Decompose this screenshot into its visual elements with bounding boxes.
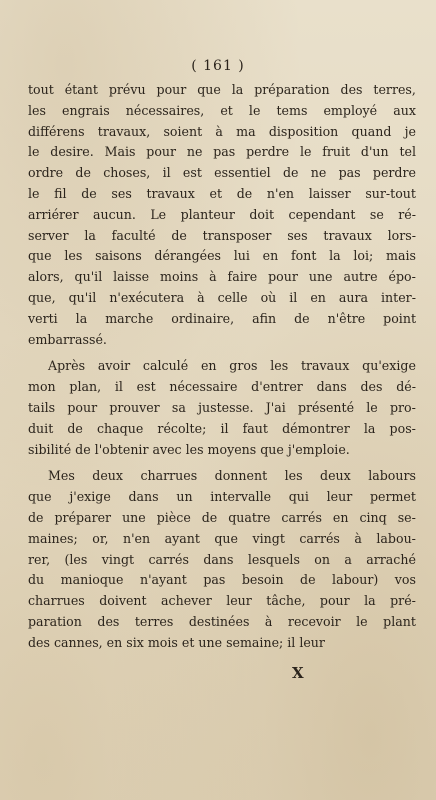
word: la <box>329 248 341 264</box>
text-line <box>28 398 416 419</box>
word: les <box>64 248 83 264</box>
word: se- <box>397 509 416 525</box>
paragraph <box>28 356 416 460</box>
word: dérangées <box>154 248 222 264</box>
word: n'exécutera <box>109 289 185 305</box>
word: mais <box>386 248 416 264</box>
word: les <box>284 468 303 484</box>
text-line <box>28 163 416 184</box>
word: marche <box>105 310 154 326</box>
word: à <box>197 289 205 305</box>
word: nécessaires, <box>125 102 205 118</box>
word: différens <box>28 123 85 139</box>
text-line <box>28 466 416 487</box>
word: travaux <box>323 227 372 243</box>
word: la <box>75 310 88 326</box>
word: à <box>209 269 217 285</box>
word: de <box>28 509 44 525</box>
word: alors, <box>28 269 64 285</box>
word: tâche, <box>266 593 306 609</box>
word: laisser <box>308 185 351 201</box>
word: engrais <box>62 102 110 118</box>
word: en <box>262 248 279 264</box>
word: démontrer <box>282 420 350 436</box>
word: une <box>122 509 146 525</box>
word: pas <box>213 144 236 160</box>
word: en <box>200 358 217 374</box>
word: or, <box>92 530 109 546</box>
word: ordre <box>28 165 64 181</box>
signature-mark: X <box>292 664 304 682</box>
text-line <box>28 122 416 143</box>
word: que, <box>28 289 56 305</box>
word: disposition <box>268 123 339 139</box>
word: Le <box>150 206 167 222</box>
word: à <box>264 613 273 629</box>
word: dans <box>203 551 234 567</box>
word: achever <box>161 593 212 609</box>
word: dans <box>316 379 347 395</box>
word: Après <box>48 358 86 374</box>
word: avoir <box>97 358 131 374</box>
word: le <box>28 185 40 201</box>
word: chaque <box>97 420 144 436</box>
word: aura <box>338 289 369 305</box>
word: rer, <box>28 551 51 567</box>
text-line <box>28 309 416 330</box>
word: que <box>28 248 52 264</box>
word: la <box>84 227 96 243</box>
word: dans <box>128 489 159 505</box>
word: ne <box>186 144 203 160</box>
word: soient <box>163 123 203 139</box>
word: la <box>364 593 376 609</box>
word: besoin <box>241 572 284 588</box>
word: pas <box>203 572 226 588</box>
word: j'exige <box>69 489 111 505</box>
word: des <box>360 379 383 395</box>
word: fruit <box>322 144 351 160</box>
word: une <box>308 269 333 285</box>
word: n'être <box>327 310 366 326</box>
word: doivent <box>99 593 147 609</box>
word: dé- <box>396 379 416 395</box>
word: pré- <box>390 593 416 609</box>
word: pour <box>268 269 298 285</box>
word: labour) <box>332 572 379 588</box>
word: de <box>300 572 316 588</box>
word: épo- <box>388 269 416 285</box>
word: font <box>290 248 317 264</box>
page-number: ( 161 ) <box>191 58 245 74</box>
word: de <box>67 420 83 436</box>
word: sur-tout <box>365 185 416 201</box>
word: il <box>162 165 171 181</box>
word: essentiel <box>214 165 271 181</box>
word: carrés <box>281 509 322 525</box>
word: pos- <box>389 420 416 436</box>
word: aucun. <box>92 206 136 222</box>
text-line <box>28 529 416 550</box>
word: ordinaire, <box>171 310 235 326</box>
word: leur <box>226 593 252 609</box>
word: verti <box>28 310 58 326</box>
word: n'en <box>266 185 295 201</box>
text-line <box>28 591 416 612</box>
word: est <box>136 379 156 395</box>
word: la <box>363 420 376 436</box>
text-line <box>28 226 416 247</box>
word: laisse <box>113 269 150 285</box>
word: perdre <box>372 165 416 181</box>
word: prouver <box>109 399 160 415</box>
word: aux <box>393 102 416 118</box>
word: carrés <box>299 530 340 546</box>
word: arriérer <box>28 206 79 222</box>
word: manioque <box>60 572 124 588</box>
text-line <box>28 570 416 591</box>
word: leur <box>326 489 353 505</box>
word: quatre <box>228 509 271 525</box>
paragraph <box>28 466 416 653</box>
word: planteur <box>180 206 235 222</box>
text-line <box>28 419 416 440</box>
word: pour <box>146 144 177 160</box>
word: server <box>28 227 69 243</box>
word: ne <box>310 165 327 181</box>
word: n'ayant <box>139 572 187 588</box>
word: que <box>214 530 239 546</box>
word: prévu <box>108 82 146 97</box>
word: le <box>366 399 378 415</box>
word: pour <box>156 82 187 97</box>
text-line <box>28 184 416 205</box>
word: autre <box>343 269 378 285</box>
paragraph <box>28 80 416 350</box>
word: qu'il <box>74 269 103 285</box>
word: travaux, <box>97 123 151 139</box>
word: lui <box>233 248 250 264</box>
word: la <box>231 82 244 97</box>
word: vos <box>394 572 416 588</box>
word: recevoir <box>287 613 341 629</box>
word: vingt <box>252 530 285 546</box>
word: plant <box>383 613 416 629</box>
text-line: sibilité de l'obtenir avec les moyens que j'emploie. <box>28 441 350 457</box>
word: qu'il <box>68 289 97 305</box>
word: Mes <box>48 468 75 484</box>
word: celle <box>217 289 248 305</box>
word: deux <box>320 468 351 484</box>
text-line <box>28 246 416 267</box>
word: point <box>383 310 416 326</box>
word: nécessaire <box>169 379 238 395</box>
word: doit <box>249 206 275 222</box>
word: destinées <box>188 613 250 629</box>
word: perdre <box>246 144 290 160</box>
word: saisons <box>95 248 142 264</box>
word: tails <box>28 399 56 415</box>
text-line <box>28 267 416 288</box>
word: tems <box>276 102 308 118</box>
word: travaux <box>300 358 350 374</box>
word: des <box>340 82 363 97</box>
word: maines; <box>28 530 78 546</box>
word: intervalle <box>210 489 272 505</box>
word: quand <box>351 123 392 139</box>
word: présenté <box>297 399 355 415</box>
word: terres, <box>373 82 416 97</box>
word: justesse. <box>198 399 254 415</box>
word: duit <box>28 420 54 436</box>
word: faire <box>227 269 258 285</box>
text-line <box>28 101 416 122</box>
word: pour <box>67 399 98 415</box>
text-line <box>28 205 416 226</box>
word: je <box>404 123 416 139</box>
word: préparer <box>54 509 112 525</box>
word: où <box>260 289 277 305</box>
word: à <box>215 123 223 139</box>
word: terres <box>134 613 174 629</box>
word: d'un <box>360 144 389 160</box>
word: ayant <box>164 530 200 546</box>
word: que <box>197 82 221 97</box>
body-text <box>28 80 416 654</box>
word: desire. <box>50 144 94 160</box>
word: le <box>28 144 40 160</box>
word: cinq <box>359 509 387 525</box>
text-line <box>28 487 416 508</box>
word: il <box>289 289 298 305</box>
word: deux <box>92 468 123 484</box>
word: vingt <box>101 551 135 567</box>
word: mon <box>28 379 56 395</box>
word: les <box>270 358 289 374</box>
word: J'ai <box>265 399 286 415</box>
word: fil <box>54 185 67 201</box>
word: étant <box>64 82 98 97</box>
word: ma <box>236 123 256 139</box>
word: et <box>209 185 223 201</box>
word: (les <box>64 551 88 567</box>
word: et <box>220 102 233 118</box>
word: travaux <box>146 185 195 201</box>
word: le <box>248 102 261 118</box>
word: labou- <box>376 530 416 546</box>
word: pas <box>338 165 361 181</box>
word: les <box>28 102 46 118</box>
word: il <box>220 420 229 436</box>
text-line: des cannes, en six mois et une semaine; il leur <box>28 634 325 650</box>
word: paration <box>28 613 82 629</box>
text-line <box>28 612 416 633</box>
word: sa <box>171 399 186 415</box>
word: inter- <box>381 289 416 305</box>
word: est <box>182 165 202 181</box>
word: tout <box>28 82 54 97</box>
word: préparation <box>254 82 330 97</box>
word: loi; <box>353 248 374 264</box>
word: employé <box>323 102 378 118</box>
word: afin <box>252 310 277 326</box>
word: choses, <box>103 165 151 181</box>
word: pour <box>319 593 350 609</box>
word: le <box>299 144 312 160</box>
word: faut <box>242 420 268 436</box>
word: arraché <box>366 551 416 567</box>
word: ré- <box>398 206 416 222</box>
text-line <box>28 80 416 101</box>
word: qu'exige <box>362 358 416 374</box>
word: moins <box>160 269 199 285</box>
word: n'en <box>122 530 151 546</box>
word: en <box>310 289 326 305</box>
text-line <box>28 356 416 377</box>
word: de <box>81 185 97 201</box>
word: on <box>314 551 330 567</box>
word: pro- <box>389 399 416 415</box>
word: tel <box>399 144 416 160</box>
word: de <box>201 509 218 525</box>
word: le <box>356 613 368 629</box>
word: ses <box>111 185 132 201</box>
word: que <box>28 489 52 505</box>
word: plan, <box>69 379 102 395</box>
word: charrues <box>28 593 85 609</box>
word: carrés <box>148 551 189 567</box>
text-line: embarrassé. <box>28 331 107 347</box>
text-line <box>28 377 416 398</box>
word: charrues <box>140 468 198 484</box>
text-line <box>28 550 416 571</box>
text-line <box>28 142 416 163</box>
word: pièce <box>156 509 191 525</box>
word: labours <box>368 468 416 484</box>
word: d'entrer <box>251 379 303 395</box>
word: de <box>236 185 253 201</box>
word: permet <box>369 489 416 505</box>
word: des <box>97 613 120 629</box>
word: un <box>176 489 193 505</box>
word: ses <box>287 227 308 243</box>
word: en <box>332 509 349 525</box>
word: calculé <box>142 358 189 374</box>
word: il <box>114 379 123 395</box>
word: récolte; <box>157 420 207 436</box>
word: qui <box>288 489 309 505</box>
word: de <box>171 227 187 243</box>
word: se <box>369 206 384 222</box>
word: a <box>344 551 352 567</box>
word: à <box>354 530 362 546</box>
word: Mais <box>104 144 136 160</box>
word: du <box>28 572 45 588</box>
word: de <box>294 310 310 326</box>
word: transposer <box>202 227 272 243</box>
word: lesquels <box>247 551 300 567</box>
word: cependant <box>288 206 356 222</box>
word: donnent <box>214 468 268 484</box>
word: faculté <box>111 227 156 243</box>
text-line <box>28 508 416 529</box>
text-line <box>28 288 416 309</box>
word: de <box>75 165 91 181</box>
word: gros <box>229 358 258 374</box>
word: de <box>282 165 299 181</box>
word: lors- <box>387 227 416 243</box>
